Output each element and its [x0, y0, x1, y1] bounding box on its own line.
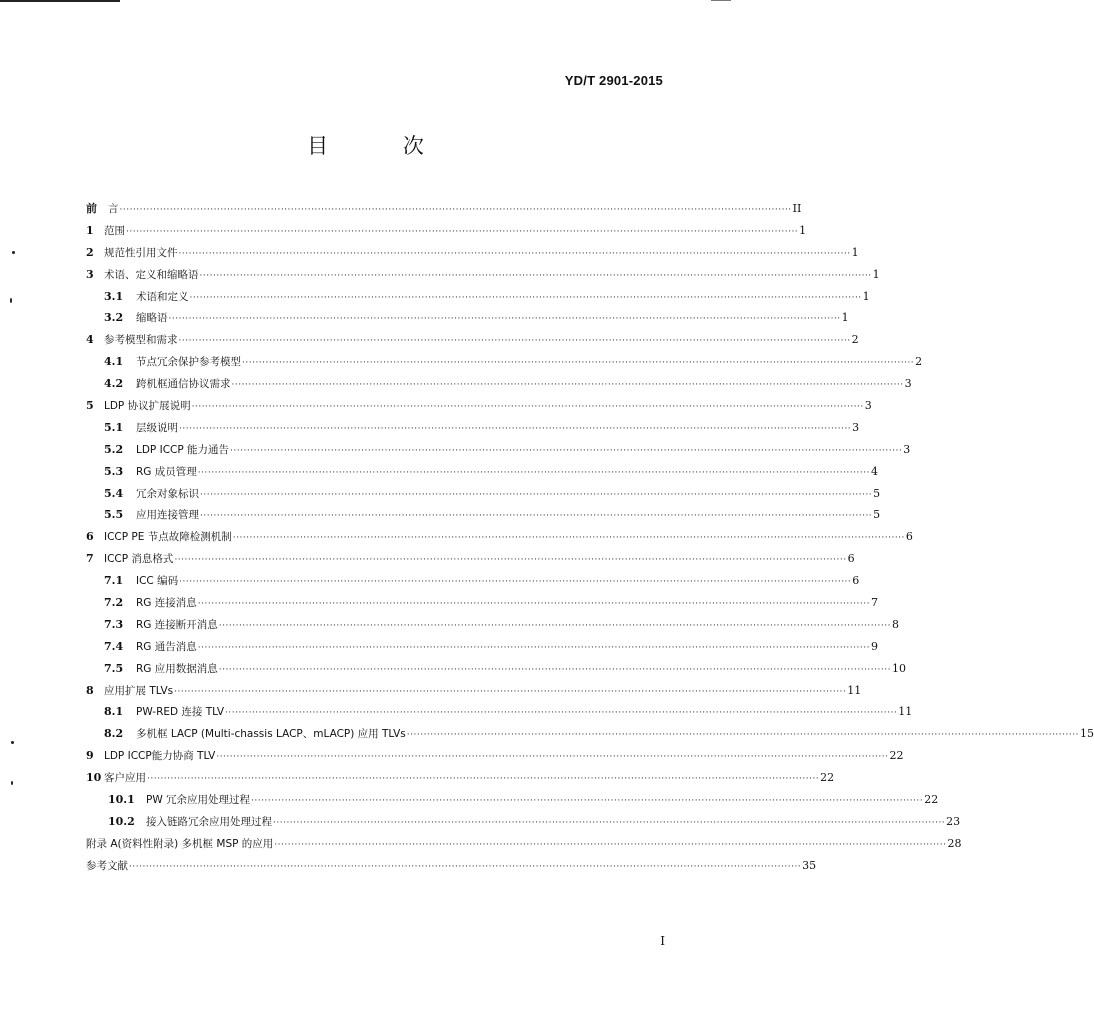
- toc-leader-dots: ········································································································································································································: [189, 292, 862, 303]
- toc-entry-page: 6: [852, 574, 860, 588]
- toc-entry-page: 9: [870, 639, 878, 653]
- toc-entry-number: 8: [86, 683, 94, 697]
- toc-entry-page: 7: [870, 596, 878, 610]
- toc-entry-page: 22: [889, 749, 904, 763]
- toc-leader-dots: ········································································································································································································: [230, 445, 903, 456]
- toc-entry[interactable]: [86, 351, 923, 373]
- toc-entry-page: 10: [891, 661, 906, 675]
- toc-entry[interactable]: [86, 286, 870, 308]
- toc-leader-dots: ········································································································································································································: [251, 796, 924, 807]
- toc-entry-number: 1: [86, 223, 94, 237]
- toc-entry-number: 7.2: [104, 596, 124, 610]
- toc-entry[interactable]: [86, 220, 807, 242]
- toc-entry-label: RG 成员管理: [136, 465, 197, 478]
- toc-entry-label: 缩略语: [136, 312, 168, 325]
- toc-entry-page: 4: [870, 464, 878, 478]
- toc-entry[interactable]: [86, 855, 817, 877]
- toc-entry[interactable]: [86, 833, 962, 855]
- toc-entry-label: 言: [108, 203, 119, 215]
- toc-entry-page: 2: [851, 333, 859, 347]
- toc-entry[interactable]: [86, 198, 802, 220]
- toc-entry[interactable]: [86, 680, 862, 702]
- toc-entry-number: 3.2: [104, 311, 124, 325]
- toc-entry-label: RG 应用数据消息: [136, 662, 218, 675]
- toc-entry-number: 5.4: [104, 486, 124, 500]
- page-title: 目 次: [307, 134, 458, 158]
- toc-leader-dots: ········································································································································································································: [225, 708, 898, 719]
- toc-entry-label: 参考模型和需求: [104, 334, 178, 347]
- toc-entry-label: PW 冗余应用处理过程: [146, 794, 251, 807]
- toc-entry[interactable]: [86, 483, 881, 505]
- toc-leader-dots: ········································································································································································································: [178, 336, 851, 347]
- page-number: I: [660, 934, 665, 948]
- toc-entry[interactable]: [86, 636, 878, 658]
- toc-entry[interactable]: [86, 329, 859, 351]
- toc-entry-label: 术语和定义: [136, 290, 189, 303]
- toc-entry[interactable]: [86, 504, 881, 526]
- toc-entry-label: ICCP PE 节点故障检测机制: [104, 531, 232, 544]
- toc-entry-page: 5: [873, 486, 881, 500]
- toc-entry-number: 10.1: [108, 793, 135, 807]
- toc-entry[interactable]: [86, 745, 904, 767]
- toc-entry-label: 规范性引用文件: [104, 246, 178, 259]
- toc-entry-page: 11: [898, 705, 913, 719]
- toc-entry-page: 3: [904, 377, 912, 391]
- toc-entry-label: 跨机框通信协议需求: [136, 378, 231, 391]
- toc-entry-page: 5: [873, 508, 881, 522]
- toc-entry-label: ICCP 消息格式: [104, 553, 174, 566]
- toc-leader-dots: ········································································································································································································: [179, 577, 852, 588]
- toc-entry-page: 1: [799, 223, 807, 237]
- scan-edge-mark: [0, 0, 120, 2]
- toc-entry-page: 15: [1079, 727, 1094, 741]
- toc-entry-number: 2: [86, 245, 94, 259]
- toc-entry-page: 23: [946, 814, 961, 828]
- toc-entry[interactable]: [86, 701, 913, 723]
- toc-entry-page: 3: [852, 420, 860, 434]
- toc-entry-page: 3: [903, 442, 911, 456]
- toc-entry[interactable]: [86, 395, 872, 417]
- toc-entry[interactable]: [86, 592, 878, 614]
- toc-entry-label: 参考文献: [86, 859, 128, 872]
- toc-leader-dots: ········································································································································································································: [406, 730, 1079, 741]
- toc-leader-dots: ········································································································································································································: [197, 467, 870, 478]
- toc-entry-page: 6: [847, 552, 855, 566]
- toc-entry[interactable]: [86, 461, 878, 483]
- toc-entry-label: LDP ICCP 能力通告: [136, 443, 230, 456]
- toc-entry-page: II: [792, 202, 802, 215]
- toc-entry[interactable]: [86, 526, 913, 548]
- toc-leader-dots: ········································································································································································································: [119, 205, 792, 215]
- toc-entry-number: 7.4: [104, 639, 124, 653]
- toc-entry-label: RG 连接断开消息: [136, 618, 218, 631]
- toc-entry-number: 7.5: [104, 661, 124, 675]
- toc-entry-number: 10: [86, 771, 102, 785]
- toc-entry-number: 4.2: [104, 377, 124, 391]
- toc-entry-page: 2: [915, 355, 923, 369]
- toc-leader-dots: ········································································································································································································: [174, 555, 847, 566]
- toc-entry-page: 1: [862, 289, 870, 303]
- toc-leader-dots: ········································································································································································································: [168, 314, 841, 325]
- toc-leader-dots: ········································································································································································································: [200, 489, 873, 500]
- toc-leader-dots: ········································································································································································································: [218, 620, 891, 631]
- scan-speck: [10, 298, 12, 303]
- toc-leader-dots: ········································································································································································································: [126, 226, 799, 237]
- toc-leader-dots: ········································································································································································································: [199, 270, 872, 281]
- scan-edge-mark-right: [711, 0, 731, 1]
- toc-entry[interactable]: [86, 614, 899, 636]
- toc-entry[interactable]: [86, 373, 912, 395]
- toc-entry-number: 5.2: [104, 442, 124, 456]
- toc-entry-page: 11: [847, 683, 862, 697]
- toc-entry-number: 10.2: [108, 814, 135, 828]
- toc-entry[interactable]: [86, 658, 906, 680]
- toc-entry-page: 1: [841, 311, 849, 325]
- toc-entry-number: 9: [86, 749, 94, 763]
- table-of-contents: [86, 198, 1094, 877]
- toc-entry[interactable]: [86, 307, 849, 329]
- toc-entry-label: 术语、定义和缩略语: [104, 268, 199, 281]
- toc-entry-number: 3: [86, 267, 94, 281]
- standard-number: YD/T 2901-2015: [564, 73, 663, 88]
- toc-entry-number: 7.1: [104, 574, 124, 588]
- toc-entry-label: LDP ICCP能力协商 TLV: [104, 750, 216, 763]
- toc-entry-page: 22: [924, 793, 939, 807]
- toc-leader-dots: ········································································································································································································: [242, 358, 915, 369]
- toc-entry-label: 多机框 LACP (Multi-chassis LACP、mLACP) 应用 TLVs: [136, 728, 406, 741]
- toc-entry-label: RG 连接消息: [136, 597, 197, 610]
- toc-entry-page: 8: [891, 617, 899, 631]
- toc-leader-dots: ········································································································································································································: [178, 248, 851, 259]
- toc-entry-number: 前: [86, 202, 97, 215]
- toc-leader-dots: ········································································································································································································: [200, 511, 873, 522]
- toc-leader-dots: ········································································································································································································: [197, 599, 870, 610]
- toc-entry-number: 5.3: [104, 464, 124, 478]
- toc-leader-dots: ········································································································································································································: [147, 774, 820, 785]
- toc-entry-label: ICC 编码: [136, 575, 179, 588]
- toc-entry-number: 8.1: [104, 705, 124, 719]
- toc-entry[interactable]: [86, 242, 859, 264]
- toc-entry-label: 应用扩展 TLVs: [104, 684, 174, 697]
- toc-leader-dots: ········································································································································································································: [273, 817, 946, 828]
- toc-entry-page: 28: [947, 836, 962, 850]
- toc-entry[interactable]: [86, 548, 855, 570]
- toc-entry-number: 4: [86, 333, 94, 347]
- toc-entry[interactable]: [86, 264, 880, 286]
- toc-entry[interactable]: [86, 570, 860, 592]
- scan-speck: [11, 741, 14, 744]
- toc-leader-dots: ········································································································································································································: [232, 533, 905, 544]
- toc-leader-dots: ········································································································································································································: [197, 642, 870, 653]
- toc-leader-dots: ········································································································································································································: [129, 861, 802, 872]
- toc-entry-label: 范围: [104, 224, 125, 237]
- toc-entry-page: 6: [905, 530, 913, 544]
- toc-entry-label: 冗余对象标识: [136, 487, 199, 500]
- toc-leader-dots: ········································································································································································································: [174, 686, 847, 697]
- toc-leader-dots: ········································································································································································································: [216, 752, 889, 763]
- toc-entry-label: LDP 协议扩展说明: [104, 400, 191, 413]
- toc-entry-number: 3.1: [104, 289, 124, 303]
- toc-entry-number: 5.1: [104, 420, 124, 434]
- scan-speck: [11, 781, 13, 785]
- toc-entry-number: 7: [86, 552, 94, 566]
- toc-entry-page: 1: [851, 245, 859, 259]
- toc-entry[interactable]: [86, 767, 835, 789]
- toc-entry-number: 8.2: [104, 727, 124, 741]
- toc-entry-number: 5.5: [104, 508, 124, 522]
- toc-entry-page: 22: [820, 771, 835, 785]
- toc-leader-dots: ········································································································································································································: [231, 380, 904, 391]
- toc-leader-dots: ········································································································································································································: [218, 664, 891, 675]
- toc-entry-page: 1: [872, 267, 880, 281]
- toc-entry-number: 5: [86, 399, 94, 413]
- toc-leader-dots: ········································································································································································································: [191, 402, 864, 413]
- toc-entry-label: 层级说明: [136, 421, 178, 434]
- toc-entry-number: 4.1: [104, 355, 124, 369]
- toc-entry[interactable]: [86, 723, 1094, 745]
- scan-speck: [12, 251, 15, 254]
- toc-entry-label: 应用连接管理: [136, 509, 199, 522]
- toc-entry[interactable]: [86, 439, 911, 461]
- toc-entry-label: 附录 A(资料性附录) 多机框 MSP 的应用: [86, 837, 274, 850]
- toc-entry-label: 接入链路冗余应用处理过程: [146, 815, 272, 828]
- toc-entry-label: 客户应用: [104, 772, 146, 785]
- toc-entry[interactable]: [86, 789, 939, 811]
- toc-leader-dots: ········································································································································································································: [179, 423, 852, 434]
- toc-entry[interactable]: [86, 811, 961, 833]
- toc-entry-number: 6: [86, 530, 94, 544]
- toc-leader-dots: ········································································································································································································: [274, 839, 947, 850]
- toc-entry-page: 3: [864, 399, 872, 413]
- toc-entry-page: 35: [802, 858, 817, 872]
- toc-entry-number: 7.3: [104, 617, 124, 631]
- toc-entry-label: 节点冗余保护参考模型: [136, 356, 241, 369]
- toc-entry-label: RG 通告消息: [136, 640, 197, 653]
- toc-entry-label: PW-RED 连接 TLV: [136, 706, 225, 719]
- toc-entry[interactable]: [86, 417, 860, 439]
